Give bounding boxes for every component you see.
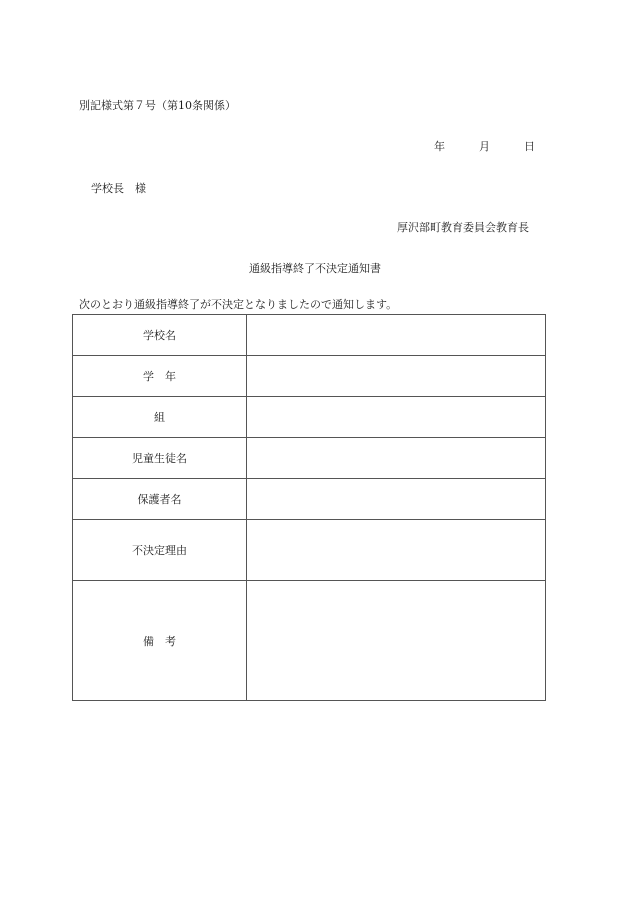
- row-value-school-name[interactable]: [247, 315, 546, 356]
- table-row-reason: [73, 520, 546, 581]
- row-value-remarks[interactable]: [247, 581, 546, 701]
- row-value-grade[interactable]: [247, 356, 546, 397]
- table-row-student-name: [73, 438, 546, 479]
- table-row-class: [73, 397, 546, 438]
- row-value-class[interactable]: [247, 397, 546, 438]
- intro-text: 次のとおり通級指導終了が不決定となりましたので通知します。: [79, 298, 398, 311]
- table-row-guardian-name: [73, 479, 546, 520]
- row-label: 備 考: [73, 581, 247, 701]
- table-row-school-name: [73, 315, 546, 356]
- row-value-student-name[interactable]: [247, 438, 546, 479]
- date-year-label: 年: [434, 140, 445, 153]
- row-value-reason[interactable]: [247, 520, 546, 581]
- form-identifier: 別記様式第７号（第10条関係）: [79, 99, 236, 112]
- date-day-label: 日: [524, 140, 535, 153]
- table-row-grade: [73, 356, 546, 397]
- row-label: 児童生徒名: [73, 438, 247, 479]
- row-label: 学校名: [73, 315, 247, 356]
- notification-form-table: [72, 314, 546, 701]
- row-label: 保護者名: [73, 479, 247, 520]
- row-label: 学 年: [73, 356, 247, 397]
- date-line: [434, 138, 535, 154]
- row-label: 組: [73, 397, 247, 438]
- addressee: 学校長 様: [91, 182, 146, 195]
- row-label: 不決定理由: [73, 520, 247, 581]
- table-row-remarks: [73, 581, 546, 701]
- row-value-guardian-name[interactable]: [247, 479, 546, 520]
- date-month-label: 月: [479, 140, 490, 153]
- document-title: 通級指導終了不決定通知書: [249, 262, 381, 275]
- sender: 厚沢部町教育委員会教育長: [397, 221, 529, 234]
